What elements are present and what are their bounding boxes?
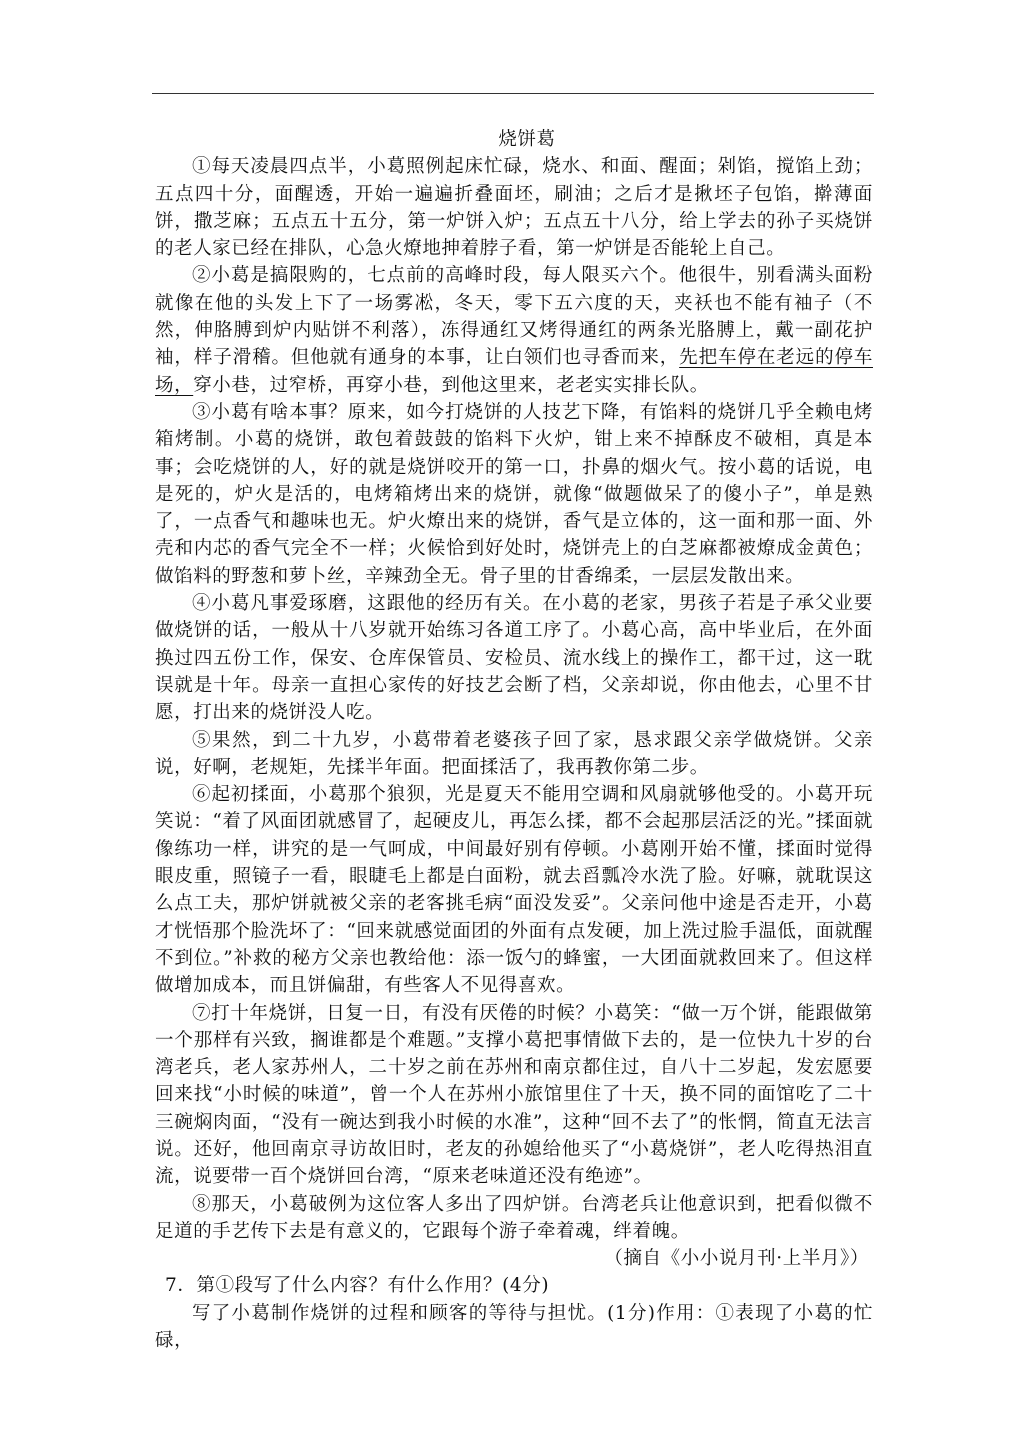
article bbox=[155, 126, 873, 1354]
paragraph-5: ⑤果然，到二十九岁，小葛带着老婆孩子回了家，恳求跟父亲学做烧饼。父亲说，好啊，老规矩，先揉半年面。把面揉活了，我再教你第二步。 bbox=[155, 729, 873, 778]
underlined-sentence: 先把车停在老远的停车场， bbox=[155, 347, 873, 396]
article-source: （摘自《小小说月刊·上半月》） bbox=[604, 1248, 869, 1270]
article-title: 烧饼葛 bbox=[498, 129, 556, 150]
paragraph-2 bbox=[155, 262, 873, 398]
paragraph-1: ①每天凌晨四点半，小葛照例起床忙碌，烧水、和面、醒面；剁馅，搅馅上劲；五点四十分，面醒透，开始一遍遍折叠面坯，刷油；之后才是揪坯子包馅，擀薄面饼，撒芝麻；五点五十五分，第一炉饼入炉；五点五十八分，给上学去的孙子买烧饼的老人家已经在排队，心急火燎地抻着脖子看，第一炉饼是否能轮上自己。 bbox=[155, 156, 873, 260]
paragraph-8: ⑧那天，小葛破例为这位客人多出了四炉饼。台湾老兵让他意识到，把看似微不足道的手艺传下去是有意义的，它跟每个游子牵着魂，绊着魄。 bbox=[155, 1193, 873, 1242]
paragraph-2-text-end: 穿小巷，过窄桥，再穿小巷，到他这里来，老老实实排长队。 bbox=[193, 374, 709, 396]
paragraph-6: ⑥起初揉面，小葛那个狼狈，光是夏天不能用空调和风扇就够他受的。小葛开玩笑说：“着了风面团就感冒了，起硬皮儿，再怎么揉，都不会起那层活泛的光。”揉面就像练功一样，讲究的是一气呵成，中间最好别有停顿。小葛刚开始不懂，揉面时觉得眼皮重，照镜子一看，眼睫毛上都是白面粉，就去舀瓢冷水洗了脸。好嘛，就耽误这么点工夫，那炉饼就被父亲的老客挑毛病“面没发妥”。父亲问他中途是否走开，小葛才恍悟那个脸洗坏了：“回来就感觉面团的外面有点发硬，加上洗过脸手温低，面就醒不到位。”补救的秘方父亲也教给他：添一饭勺的蜂蜜，一大团面就救回来了。但这样做增加成本，而且饼偏甜，有些客人不见得喜欢。 bbox=[155, 784, 873, 997]
question-7: 7．第①段写了什么内容？有什么作用？(4分) bbox=[165, 1275, 550, 1297]
paragraph-2-text: ②小葛是搞限购的，七点前的高峰时段，每人限买六个。他很牛，别看满头面粉就像在他的头发上下了一场雾凇，冬天，零下五六度的天，夹袄也不能有袖子（不然，伸胳膊到炉内贴饼不利落），冻得通红又烤得通红的两条光胳膊上，戴一副花护袖，样子滑稽。但他就有通身的本事，让白领们也寻香而来， bbox=[155, 265, 873, 369]
paragraph-4: ④小葛凡事爱琢磨，这跟他的经历有关。在小葛的老家，男孩子若是子承父业要做烧饼的话，一般从十八岁就开始练习各道工序了。小葛心高，高中毕业后，在外面换过四五份工作，保安、仓库保管员、安检员、流水线上的操作工，都干过，这一耽误就是十年。母亲一直担心家传的好技艺会断了档，父亲却说，你由他去，心里不甘愿，打出来的烧饼没人吃。 bbox=[155, 593, 873, 724]
answer-text: 写了小葛制作烧饼的过程和顾客的等待与担忧。(1分)作用：①表现了小葛的忙碌， bbox=[155, 1302, 873, 1352]
paragraph-3: ③小葛有啥本事？原来，如今打烧饼的人技艺下降，有馅料的烧饼几乎全赖电烤箱烤制。小葛的烧饼，敢包着鼓鼓的馅料下火炉，钳上来不掉酥皮不破相，真是本事；会吃烧饼的人，好的就是烧饼咬开的第一口，扑鼻的烟火气。按小葛的话说，电是死的，炉火是活的，电烤箱烤出来的烧饼，就像“做题做呆了的傻小子”，单是熟了，一点香气和趣味也无。炉火燎出来的烧饼，香气是立体的，这一面和那一面、外壳和内芯的香气完全不一样；火候恰到好处时，烧饼壳上的白芝麻都被燎成金黄色；做馅料的野葱和萝卜丝，辛辣劲全无。骨子里的甘香绵柔，一层层发散出来。 bbox=[155, 401, 873, 587]
header-rule bbox=[152, 93, 874, 94]
paragraph-7: ⑦打十年烧饼，日复一日，有没有厌倦的时候？小葛笑：“做一万个饼，能跟做第一个那样有兴致，搁谁都是个难题。”支撑小葛把事情做下去的，是一位快九十岁的台湾老兵，老人家苏州人，二十岁之前在苏州和南京都住过，自八十二岁起，发宏愿要回来找“小时候的味道”，曾一个人在苏州小旅馆里住了十天，换不同的面馆吃了二十三碗焖肉面，“没有一碗达到我小时候的水准”，这种“回不去了”的怅惘，简直无法言说。还好，他回南京寻访故旧时，老友的孙媳给他买了“小葛烧饼”，老人吃得热泪直流，说要带一百个烧饼回台湾，“原来老味道还没有绝迹”。 bbox=[155, 1002, 873, 1188]
